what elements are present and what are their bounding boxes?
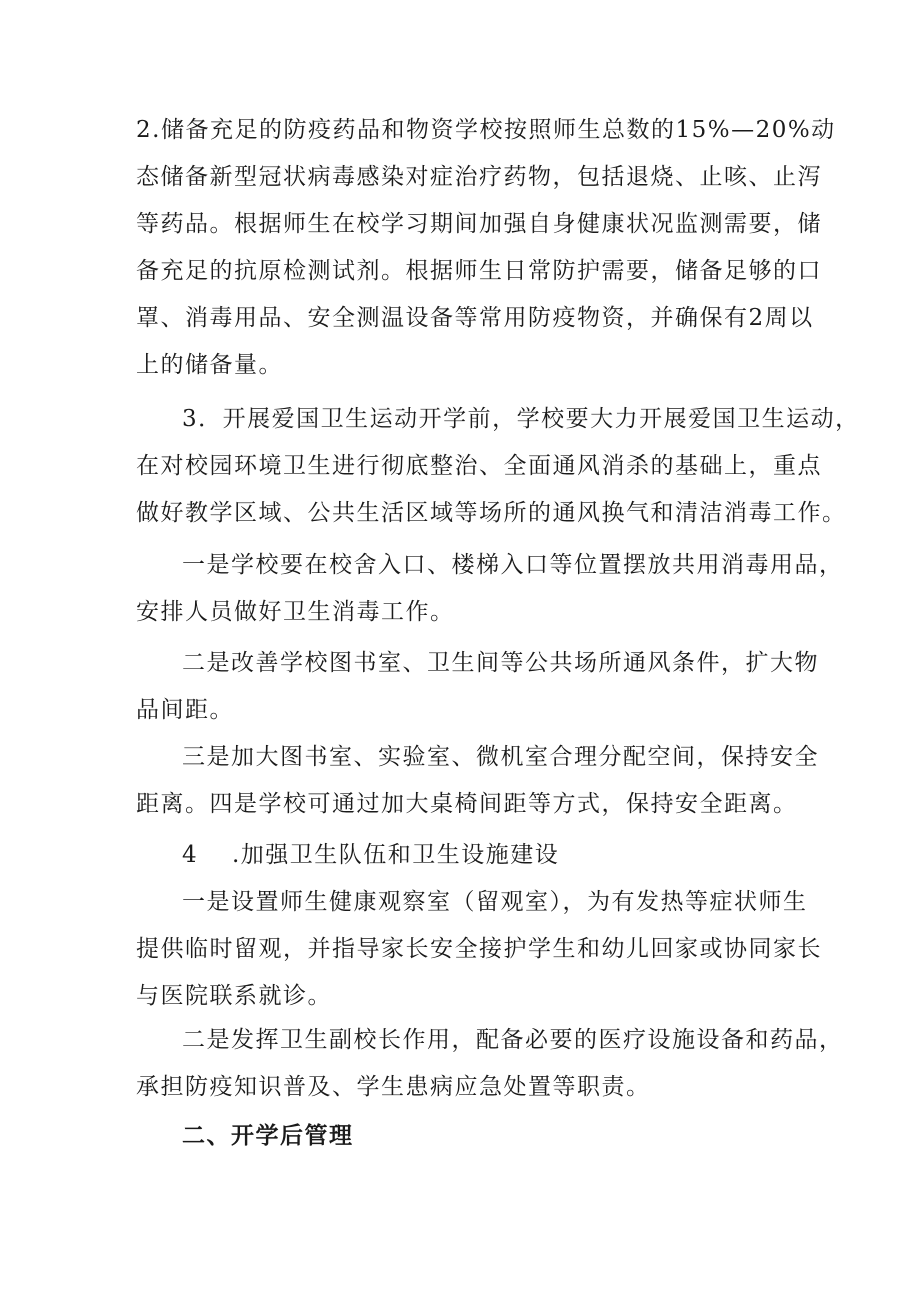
text-line: 三是加大图书室、实验室、微机室合理分配空间，保持安全 [182, 744, 819, 770]
text-line: 在对校园环境卫生进行彻底整治、全面通风消杀的基础上，重点 [136, 453, 822, 479]
text-line: 2.储备充足的防疫药品和物资学校按照师生总数的15%—20%动 [136, 117, 836, 143]
text-line: 与医院联系就诊。 [136, 983, 332, 1009]
paragraph-hygiene-campaign [136, 396, 860, 537]
text-line: 等药品。根据师生在校学习期间加强自身健康状况监测需要，储 [136, 211, 822, 237]
item-number: 4 [182, 842, 199, 868]
text-line: 安排人员做好卫生消毒工作。 [136, 599, 455, 625]
text-line: 一是设置师生健康观察室（留观室），为有发热等症状师生 [182, 889, 808, 915]
text-line: 上的储备量。 [136, 352, 283, 378]
text-line: 承担防疫知识普及、学生患病应急处置等职责。 [136, 1074, 651, 1100]
text-line: 提供临时留观，并指导家长安全接护学生和幼儿回家或协同家长 [136, 936, 822, 962]
text-line: 3．开展爱国卫生运动开学前，学校要大力开展爱国卫生运动， [182, 406, 860, 432]
text-line: 距离。四是学校可通过加大桌椅间距等方式，保持安全距离。 [136, 791, 798, 817]
section-heading: 二、开学后管理 [182, 1123, 354, 1149]
text-line: 二是发挥卫生副校长作用，配备必要的医疗设施设备和药品， [182, 1027, 844, 1053]
text-line [136, 832, 816, 879]
paragraph-supplies [136, 107, 836, 389]
text-line: 罩、消毒用品、安全测温设备等常用防疫物资，并确保有2周以 [136, 305, 814, 331]
paragraph-observation-room [136, 879, 822, 1020]
paragraph-disinfection [136, 542, 844, 636]
paragraph-spacing [136, 734, 819, 828]
text-line: 做好教学区域、公共生活区域等场所的通风换气和清洁消毒工作。 [136, 500, 847, 526]
paragraph-health-team-heading [136, 832, 816, 879]
text-line: 态储备新型冠状病毒感染对症治疗药物，包括退烧、止咳、止泻 [136, 164, 822, 190]
paragraph-vice-principal [136, 1017, 844, 1111]
item-title: .加强卫生队伍和卫生设施建设 [232, 842, 560, 868]
text-line: 品间距。 [136, 697, 234, 723]
text-line: 一是学校要在校舍入口、楼梯入口等位置摆放共用消毒用品， [182, 552, 844, 578]
paragraph-ventilation [136, 640, 819, 734]
text-line: 备充足的抗原检测试剂。根据师生日常防护需要，储备足够的口 [136, 258, 822, 284]
text-line: 二是改善学校图书室、卫生间等公共场所通风条件，扩大物 [182, 650, 819, 676]
